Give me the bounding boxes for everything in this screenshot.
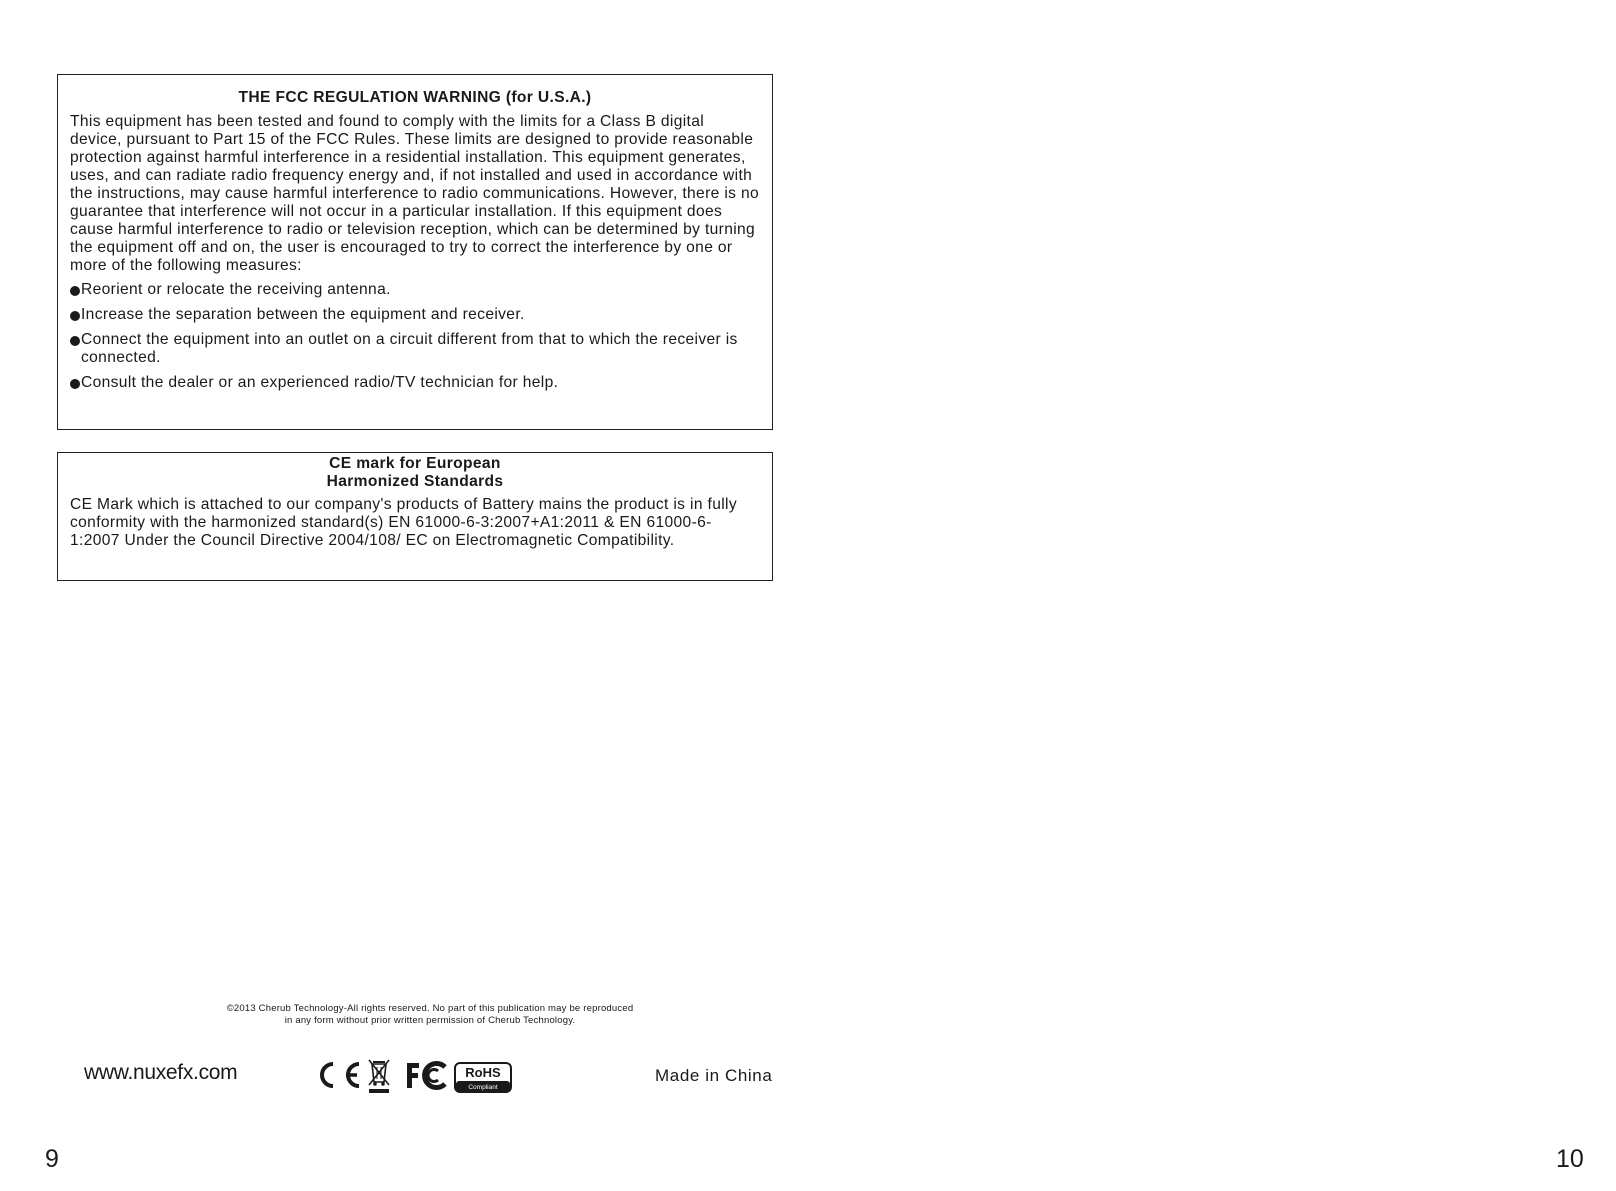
ce-title: CE mark for European Harmonized Standards [326,455,504,490]
website-link[interactable]: www.nuxefx.com [84,1061,238,1084]
fcc-logo-icon [407,1063,445,1088]
list-item: Consult the dealer or an experienced radio/TV technician for help. [70,374,760,392]
list-item: Connect the equipment into an outlet on a circuit different from that to which the receiver is connected. [70,331,760,367]
made-in-label: Made in China [655,1066,773,1085]
fcc-measures-list [70,281,760,392]
certification-logos [317,1055,532,1095]
weee-bin-icon [369,1060,389,1093]
bullet-icon [70,379,80,389]
fcc-warning-box [57,74,773,430]
page-number-left: 9 [45,1145,59,1173]
ce-mark-icon [322,1064,359,1086]
bullet-icon [70,311,80,321]
ce-body: CE Mark which is attached to our company's products of Battery mains the product is in fully conformity with the harmonized standard(s) EN 61000-6-3:2007+A1:2011 & EN 61000-6-1:2007 Under the Council Directive 2004/108/ EC on Electromagnetic Compatibility. [70,496,738,549]
list-item: Increase the separation between the equipment and receiver. [70,306,760,324]
fcc-body: This equipment has been tested and found to comply with the limits for a Class B digital device, pursuant to Part 15 of the FCC Rules. These limits are designed to provide reasonable protection against harmful interference in a residential installation. This equipment generates, uses, and can radiate radio frequency energy and, if not installed and used in accordance with the instructions, may cause harmful interference to radio communications. However, there is no guarantee that interference will not occur in a particular installation. If this equipment does cause harmful interference to radio or television reception, which can be determined by turning the equipment off and on, the user is encouraged to try to correct the interference by one or more of the following measures: [70,113,760,274]
list-item: Reorient or relocate the receiving antenna. [70,281,760,299]
ce-mark-box [57,452,773,581]
bullet-icon [70,336,80,346]
page-number-right: 10 [1556,1145,1584,1173]
rohs-compliant-icon [455,1063,511,1092]
svg-text:RoHS: RoHS [465,1065,501,1080]
copyright-notice: ©2013 Cherub Technology-All rights reserved. No part of this publication may be reproduced in any form without prior written permission of Cherub Technology. [226,1003,634,1026]
fcc-title: THE FCC REGULATION WARNING (for U.S.A.) [238,89,592,106]
svg-text:Compliant: Compliant [468,1084,498,1091]
bullet-icon [70,286,80,296]
